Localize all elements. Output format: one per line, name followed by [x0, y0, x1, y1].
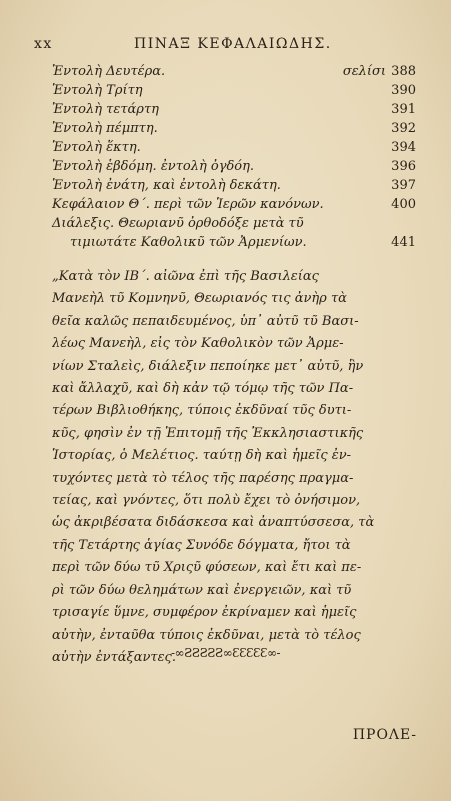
text-line: τρισαγίε ὕμνε, συμφέρον ἐκρίναμεν καὶ ἡμεῖς [52, 605, 357, 621]
page-number: xx [34, 36, 53, 52]
toc-row [52, 121, 416, 140]
text-line: ὡς ἀκριβέσατα διδάσκεσα καὶ ἀναπτύσσεσα, τὰ [52, 515, 375, 531]
toc-page-number: 388 [391, 64, 416, 79]
toc-row [52, 140, 416, 159]
toc-entry: Ἐντολὴ πέμπτη. [52, 121, 158, 136]
page-title: ΠΙΝΑΞ ΚΕΦΑΛΑΙΩΔΗΣ. [134, 36, 332, 52]
toc-page-label: σελίσι [342, 64, 386, 79]
toc-entry: τιμιωτάτε Καθολικῦ τῶν Ἀρμενίων. [70, 235, 307, 250]
toc-row [52, 102, 416, 121]
text-line: τῆς Τετάρτης ἁγίας Συνόδε δόγματα, ἤτοι τὰ [52, 537, 351, 553]
toc-page-number: 390 [391, 83, 416, 98]
table-of-contents [52, 64, 416, 254]
running-head [34, 36, 421, 56]
text-line: θεῖα καλῶς πεπαιδευμένος, ὑπ᾽ αὐτῦ τῦ Βασι- [52, 313, 359, 329]
text-line: καὶ ἄλλαχῦ, καὶ δὴ κἀν τῷ τόμῳ τῆς τῶν Πα- [52, 381, 354, 397]
text-line: Ἱστορίας, ὁ Μελέτιος. ταύτῃ δὴ καὶ ἡμεῖς ἐν- [52, 448, 351, 464]
toc-row [52, 83, 416, 102]
toc-page-number: 392 [391, 121, 416, 136]
text-line: τείας, καὶ γνόντες, ὅτι πολὺ ἔχει τὸ ὀνήσιμον, [52, 493, 361, 509]
text-line: αὐτὴν ἐντάξαντες. [52, 649, 176, 665]
toc-entry: Ἐντολὴ ἑβδόμη. ἐντολὴ ὀγδόη. [52, 159, 255, 174]
toc-page-number: 441 [391, 235, 416, 250]
toc-entry: Ἐντολὴ ἐνάτη, καὶ ἐντολὴ δεκάτη. [52, 178, 281, 193]
toc-page-number: 396 [391, 159, 416, 174]
text-line: „Κατὰ τὸν ΙΒ΄. αἰῶνα ἐπὶ τῆς Βασιλείας [52, 269, 319, 284]
toc-page-number: 394 [391, 140, 416, 155]
toc-row [52, 216, 416, 235]
toc-page-number: 391 [391, 102, 416, 117]
toc-entry: Κεφάλαιον Θ΄. περὶ τῶν Ἱερῶν κανόνων. [52, 197, 324, 212]
text-line: λέως Μανεὴλ, εἰς τὸν Καθολικὸν τῶν Ἀρμε- [52, 336, 344, 352]
toc-row [52, 178, 416, 197]
ornament-divider: -∞ƧƧƧƧƧ∞ƐƐƐƐƐ∞- [170, 646, 281, 660]
toc-page-number: 400 [391, 197, 416, 212]
toc-row [52, 235, 416, 254]
text-line: περὶ τῶν δύω τῦ Χριςῦ φύσεων, καὶ ἔτι καὶ πε- [52, 560, 362, 576]
body-paragraph [52, 266, 416, 669]
text-line: κῦς, φησὶν ἐν τῇ Ἐπιτομῇ τῆς Ἐκκλησιαστικῆς [52, 425, 364, 441]
text-line: Μανεὴλ τῦ Κομνηνῦ, Θεωριανός τις ἀνὴρ τὰ [52, 291, 347, 307]
toc-row [52, 159, 416, 178]
text-line: αὐτὴν, ἐνταῦθα τύποις ἐκδῦναι, μετὰ τὸ τέλος [52, 627, 361, 643]
text-line: νίων Σταλεὶς, διάλεξιν πεποίηκε μετ᾽ αὐτῦ, ἣν [52, 358, 364, 374]
toc-entry: Ἐντολὴ τετάρτη [52, 102, 159, 117]
toc-row [52, 64, 416, 83]
toc-row [52, 197, 416, 216]
toc-page-number: 397 [391, 178, 416, 193]
text-line: ρὶ τῶν δύω θελημάτων καὶ ἐνεργειῶν, καὶ τῦ [52, 582, 352, 598]
catchword: ΠΡΟΛΕ- [352, 727, 417, 743]
toc-entry: Ἐντολὴ Δευτέρα. [52, 64, 166, 79]
toc-entry: Διάλεξις. Θεωριανῦ ὀρθοδόξε μετὰ τῦ [52, 216, 304, 231]
toc-entry: Ἐντολὴ Τρίτη [52, 83, 143, 98]
text-line: τέρων Βιβλιοθήκης, τύποις ἐκδῦναί τῦς δυτι- [52, 403, 352, 419]
toc-entry: Ἐντολὴ ἕκτη. [52, 140, 141, 155]
text-line: τυχόντες μετὰ τὸ τέλος τῆς παρέσης πραγμα- [52, 470, 354, 486]
